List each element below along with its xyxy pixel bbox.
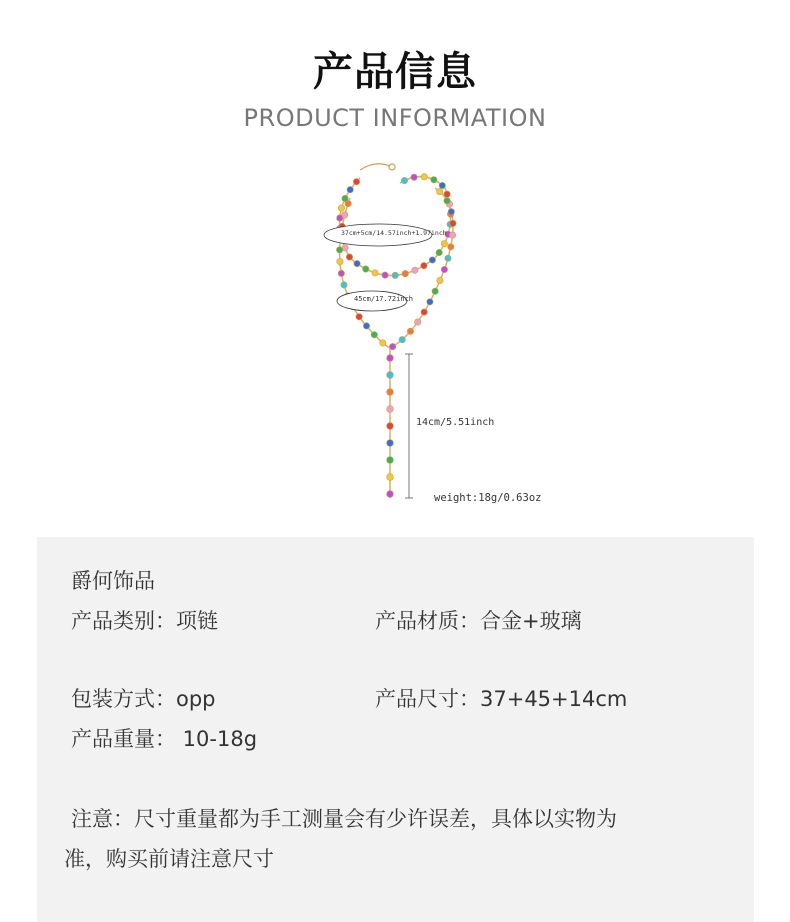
necklace-bead <box>389 343 395 349</box>
necklace-bead <box>387 423 394 430</box>
necklace-bead <box>448 209 454 215</box>
necklace-bead <box>372 270 378 276</box>
necklace-bead <box>439 182 445 188</box>
necklace-bead <box>338 205 344 211</box>
necklace-bead <box>336 247 342 253</box>
necklace-bead <box>415 319 421 325</box>
product-info-panel <box>37 537 754 922</box>
necklace-bead <box>342 212 348 218</box>
necklace-bead <box>437 277 443 283</box>
necklace-bead <box>402 270 408 276</box>
necklace-bead <box>445 255 451 261</box>
necklace-bead <box>407 328 413 334</box>
necklace-bead <box>427 299 433 305</box>
drop-length-label: 14cm/5.51inch <box>416 417 495 428</box>
brand-name: 爵何饰品 <box>71 569 155 593</box>
necklace-bead <box>380 340 386 346</box>
necklace-bead <box>421 262 427 268</box>
necklace-bead <box>337 258 343 264</box>
necklace-bead <box>345 200 351 206</box>
necklace-bead <box>347 186 353 192</box>
necklace-bead <box>387 355 394 362</box>
necklace-bead <box>448 244 454 250</box>
inner-length-label: 37cm+5cm/14.57inch+1.97inch <box>341 229 447 237</box>
necklace-bead <box>387 372 394 379</box>
necklace-bead <box>341 282 347 288</box>
necklace-bead <box>441 266 447 272</box>
necklace-bead <box>387 406 394 413</box>
necklace-bead <box>387 440 394 447</box>
necklace-product-image <box>320 158 570 513</box>
note-line-1: 注意：尺寸重量都为手工测量会有少许误差，具体以实物为 <box>71 807 617 831</box>
product-category: 产品类别：项链 <box>71 609 218 633</box>
necklace-bead <box>421 309 427 315</box>
necklace-bead <box>401 177 407 183</box>
necklace-bead <box>363 323 369 329</box>
necklace-bead <box>387 474 394 481</box>
necklace-illustration <box>320 158 570 513</box>
product-size: 产品尺寸：37+45+14cm <box>375 687 628 711</box>
necklace-bead <box>444 191 450 197</box>
product-material: 产品材质：合金+玻璃 <box>375 609 582 633</box>
necklace-bead <box>387 457 394 464</box>
necklace-bead <box>353 178 359 184</box>
necklace-bead <box>449 232 455 238</box>
necklace-bead <box>387 389 394 396</box>
necklace-bead <box>371 332 377 338</box>
necklace-bead <box>392 272 398 278</box>
outer-length-label: 45cm/17.72inch <box>354 295 414 303</box>
necklace-bead <box>432 288 438 294</box>
necklace-bead <box>429 257 435 263</box>
packaging-method: 包装方式：opp <box>71 687 216 711</box>
necklace-bead <box>436 188 442 194</box>
necklace-bead <box>354 260 360 266</box>
necklace-bead <box>346 254 352 260</box>
product-weight: 产品重量： 10-18g <box>71 727 258 751</box>
necklace-bead <box>444 198 450 204</box>
page-title: 产品信息 <box>313 49 477 95</box>
note-line-2: 准，购买前请注意尺寸 <box>64 847 274 871</box>
necklace-bead <box>436 249 442 255</box>
necklace-bead <box>421 174 427 180</box>
necklace-bead <box>399 336 405 342</box>
necklace-bead <box>412 267 418 273</box>
necklace-bead <box>431 177 437 183</box>
necklace-bead <box>387 491 394 498</box>
weight-label: weight:18g/0.63oz <box>434 492 542 504</box>
page-subtitle: PRODUCT INFORMATION <box>243 104 547 132</box>
necklace-bead <box>411 174 417 180</box>
necklace-bead <box>450 220 456 226</box>
necklace-bead <box>441 241 447 247</box>
necklace-bead <box>363 266 369 272</box>
necklace-bead <box>356 313 362 319</box>
necklace-bead <box>338 270 344 276</box>
necklace-bead <box>382 272 388 278</box>
